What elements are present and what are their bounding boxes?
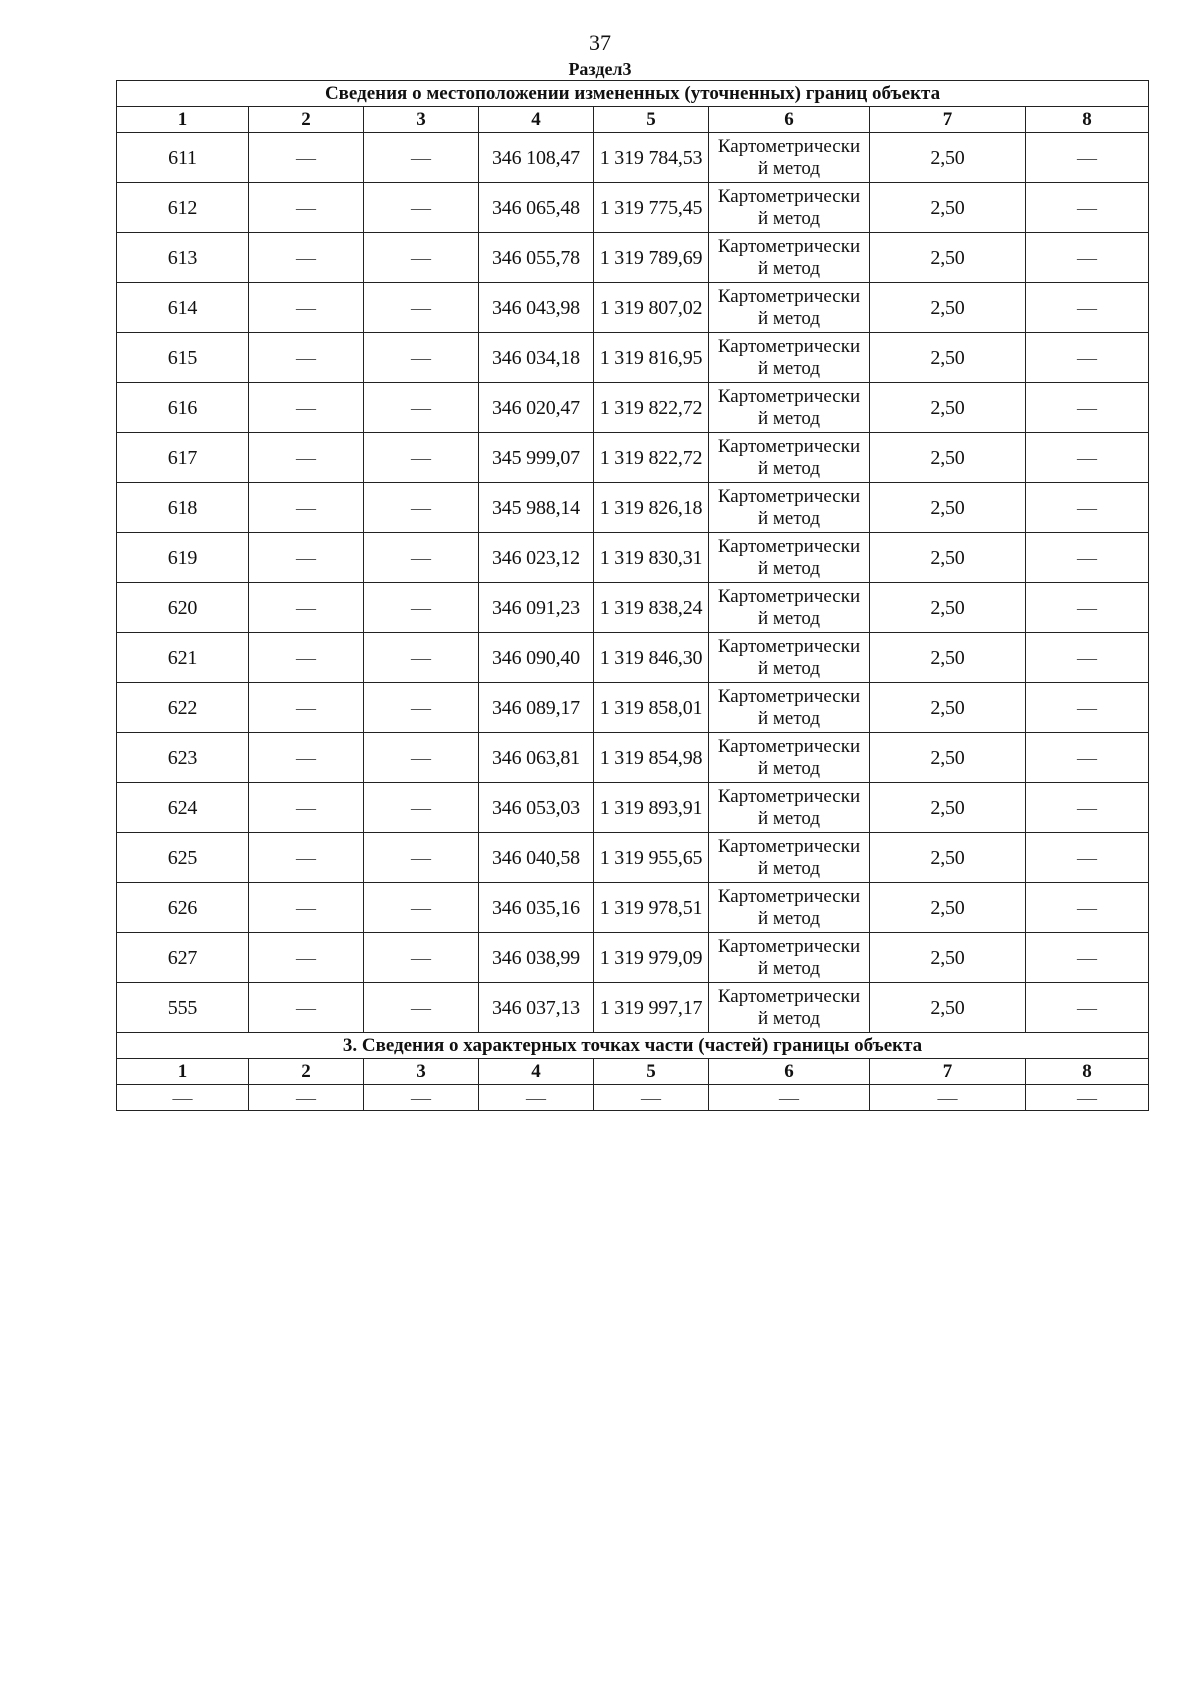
- col3-cell: —: [364, 233, 479, 283]
- method-cell: [709, 183, 870, 233]
- col8-cell: —: [1026, 233, 1149, 283]
- col3-cell: —: [364, 633, 479, 683]
- method-line-1: Картометрически: [717, 985, 861, 1007]
- method-line-1: Картометрически: [717, 835, 861, 857]
- method-line-1: Картометрически: [717, 485, 861, 507]
- y-coordinate-cell: 1 319 822,72: [594, 433, 709, 483]
- method-cell: [709, 783, 870, 833]
- subsection-empty-cell: —: [709, 1085, 870, 1111]
- col3-cell: —: [364, 933, 479, 983]
- subsection-empty-row: [117, 1085, 1149, 1111]
- x-coordinate-cell: 346 089,17: [479, 683, 594, 733]
- subsection-header-cell: 5: [594, 1059, 709, 1085]
- col2-cell: —: [249, 483, 364, 533]
- accuracy-cell: 2,50: [870, 883, 1026, 933]
- col3-cell: —: [364, 983, 479, 1033]
- x-coordinate-cell: 346 090,40: [479, 633, 594, 683]
- method-cell: [709, 883, 870, 933]
- method-line-1: Картометрически: [717, 535, 861, 557]
- method-line-2: й метод: [757, 807, 821, 829]
- x-coordinate-cell: 346 037,13: [479, 983, 594, 1033]
- method-cell: [709, 933, 870, 983]
- subsection-header-cell: 8: [1026, 1059, 1149, 1085]
- col2-cell: —: [249, 383, 364, 433]
- method-line-1: Картометрически: [717, 135, 861, 157]
- point-number-cell: 622: [117, 683, 249, 733]
- col2-cell: —: [249, 333, 364, 383]
- method-cell: [709, 383, 870, 433]
- point-number-cell: 625: [117, 833, 249, 883]
- method-line-1: Картометрически: [717, 735, 861, 757]
- method-cell: [709, 333, 870, 383]
- subsection-title-row: [117, 1033, 1149, 1059]
- accuracy-cell: 2,50: [870, 533, 1026, 583]
- point-number-cell: 614: [117, 283, 249, 333]
- method-line-1: Картометрически: [717, 385, 861, 407]
- table-row: [117, 683, 1149, 733]
- accuracy-cell: 2,50: [870, 333, 1026, 383]
- subsection-empty-cell: —: [249, 1085, 364, 1111]
- y-coordinate-cell: 1 319 978,51: [594, 883, 709, 933]
- col8-cell: —: [1026, 383, 1149, 433]
- col2-cell: —: [249, 133, 364, 183]
- table-title-row: [117, 81, 1149, 107]
- method-cell: [709, 133, 870, 183]
- table-row: [117, 883, 1149, 933]
- method-line-2: й метод: [757, 957, 821, 979]
- col8-cell: —: [1026, 783, 1149, 833]
- x-coordinate-cell: 346 091,23: [479, 583, 594, 633]
- table-row: [117, 233, 1149, 283]
- y-coordinate-cell: 1 319 997,17: [594, 983, 709, 1033]
- col8-cell: —: [1026, 183, 1149, 233]
- x-coordinate-cell: 346 034,18: [479, 333, 594, 383]
- col8-cell: —: [1026, 933, 1149, 983]
- point-number-cell: 613: [117, 233, 249, 283]
- subsection-title: 3. Сведения о характерных точках части (частей) границы объекта: [117, 1033, 1149, 1059]
- page-number: 37: [589, 30, 611, 55]
- header-cell: 4: [479, 107, 594, 133]
- x-coordinate-cell: 346 055,78: [479, 233, 594, 283]
- x-coordinate-cell: 346 043,98: [479, 283, 594, 333]
- col2-cell: —: [249, 583, 364, 633]
- col3-cell: —: [364, 283, 479, 333]
- col2-cell: —: [249, 433, 364, 483]
- x-coordinate-cell: 346 065,48: [479, 183, 594, 233]
- accuracy-cell: 2,50: [870, 283, 1026, 333]
- col8-cell: —: [1026, 883, 1149, 933]
- x-coordinate-cell: 346 035,16: [479, 883, 594, 933]
- header-cell: 6: [709, 107, 870, 133]
- x-coordinate-cell: 346 053,03: [479, 783, 594, 833]
- col2-cell: —: [249, 733, 364, 783]
- method-line-1: Картометрически: [717, 285, 861, 307]
- table-row: [117, 933, 1149, 983]
- col8-cell: —: [1026, 833, 1149, 883]
- subsection-header-cell: 1: [117, 1059, 249, 1085]
- col2-cell: —: [249, 883, 364, 933]
- table-row: [117, 733, 1149, 783]
- x-coordinate-cell: 346 040,58: [479, 833, 594, 883]
- table-row: [117, 633, 1149, 683]
- table-row: [117, 183, 1149, 233]
- accuracy-cell: 2,50: [870, 733, 1026, 783]
- col8-cell: —: [1026, 483, 1149, 533]
- y-coordinate-cell: 1 319 893,91: [594, 783, 709, 833]
- point-number-cell: 620: [117, 583, 249, 633]
- col3-cell: —: [364, 583, 479, 633]
- subsection-empty-cell: —: [364, 1085, 479, 1111]
- col8-cell: —: [1026, 283, 1149, 333]
- y-coordinate-cell: 1 319 979,09: [594, 933, 709, 983]
- table-row: [117, 283, 1149, 333]
- point-number-cell: 615: [117, 333, 249, 383]
- method-line-1: Картометрически: [717, 785, 861, 807]
- subsection-header-cell: 7: [870, 1059, 1026, 1085]
- method-line-2: й метод: [757, 357, 821, 379]
- point-number-cell: 617: [117, 433, 249, 483]
- table-row: [117, 533, 1149, 583]
- accuracy-cell: 2,50: [870, 133, 1026, 183]
- header-cell: 5: [594, 107, 709, 133]
- subsection-empty-cell: —: [870, 1085, 1026, 1111]
- col3-cell: —: [364, 133, 479, 183]
- y-coordinate-cell: 1 319 816,95: [594, 333, 709, 383]
- method-cell: [709, 583, 870, 633]
- x-coordinate-cell: 346 038,99: [479, 933, 594, 983]
- accuracy-cell: 2,50: [870, 233, 1026, 283]
- method-line-2: й метод: [757, 307, 821, 329]
- col2-cell: —: [249, 983, 364, 1033]
- method-line-2: й метод: [757, 257, 821, 279]
- col8-cell: —: [1026, 733, 1149, 783]
- col2-cell: —: [249, 183, 364, 233]
- subsection-header-cell: 3: [364, 1059, 479, 1085]
- method-line-2: й метод: [757, 657, 821, 679]
- method-line-2: й метод: [757, 157, 821, 179]
- method-line-2: й метод: [757, 407, 821, 429]
- subsection-header-row: [117, 1059, 1149, 1085]
- method-cell: [709, 433, 870, 483]
- col2-cell: —: [249, 633, 364, 683]
- method-cell: [709, 483, 870, 533]
- accuracy-cell: 2,50: [870, 833, 1026, 883]
- y-coordinate-cell: 1 319 822,72: [594, 383, 709, 433]
- method-cell: [709, 733, 870, 783]
- method-line-1: Картометрически: [717, 235, 861, 257]
- method-line-2: й метод: [757, 207, 821, 229]
- method-cell: [709, 683, 870, 733]
- col2-cell: —: [249, 783, 364, 833]
- col2-cell: —: [249, 533, 364, 583]
- col8-cell: —: [1026, 583, 1149, 633]
- subsection-header-cell: 6: [709, 1059, 870, 1085]
- point-number-cell: 627: [117, 933, 249, 983]
- header-cell: 7: [870, 107, 1026, 133]
- y-coordinate-cell: 1 319 830,31: [594, 533, 709, 583]
- col2-cell: —: [249, 233, 364, 283]
- y-coordinate-cell: 1 319 775,45: [594, 183, 709, 233]
- point-number-cell: 612: [117, 183, 249, 233]
- subsection-header-cell: 2: [249, 1059, 364, 1085]
- method-line-1: Картометрически: [717, 435, 861, 457]
- col3-cell: —: [364, 783, 479, 833]
- method-line-2: й метод: [757, 757, 821, 779]
- subsection-empty-cell: —: [1026, 1085, 1149, 1111]
- x-coordinate-cell: 346 108,47: [479, 133, 594, 183]
- table-header-row: [117, 107, 1149, 133]
- point-number-cell: 626: [117, 883, 249, 933]
- table-row: [117, 583, 1149, 633]
- method-line-2: й метод: [757, 1007, 821, 1029]
- accuracy-cell: 2,50: [870, 983, 1026, 1033]
- point-number-cell: 618: [117, 483, 249, 533]
- method-line-1: Картометрически: [717, 885, 861, 907]
- method-line-2: й метод: [757, 457, 821, 479]
- section-label: Раздел3: [568, 59, 632, 79]
- x-coordinate-cell: 346 023,12: [479, 533, 594, 583]
- col3-cell: —: [364, 483, 479, 533]
- accuracy-cell: 2,50: [870, 483, 1026, 533]
- col3-cell: —: [364, 833, 479, 883]
- table-title: Сведения о местоположении измененных (уточненных) границ объекта: [117, 81, 1149, 107]
- col3-cell: —: [364, 883, 479, 933]
- x-coordinate-cell: 346 063,81: [479, 733, 594, 783]
- col8-cell: —: [1026, 983, 1149, 1033]
- col3-cell: —: [364, 333, 479, 383]
- method-cell: [709, 983, 870, 1033]
- accuracy-cell: 2,50: [870, 383, 1026, 433]
- y-coordinate-cell: 1 319 826,18: [594, 483, 709, 533]
- col3-cell: —: [364, 533, 479, 583]
- accuracy-cell: 2,50: [870, 933, 1026, 983]
- point-number-cell: 623: [117, 733, 249, 783]
- method-line-1: Картометрически: [717, 635, 861, 657]
- accuracy-cell: 2,50: [870, 583, 1026, 633]
- col3-cell: —: [364, 733, 479, 783]
- boundary-points-table: [116, 80, 1149, 1111]
- method-cell: [709, 633, 870, 683]
- method-line-2: й метод: [757, 907, 821, 929]
- method-line-2: й метод: [757, 507, 821, 529]
- col8-cell: —: [1026, 133, 1149, 183]
- x-coordinate-cell: 345 988,14: [479, 483, 594, 533]
- table-row: [117, 333, 1149, 383]
- point-number-cell: 555: [117, 983, 249, 1033]
- y-coordinate-cell: 1 319 846,30: [594, 633, 709, 683]
- method-line-2: й метод: [757, 607, 821, 629]
- subsection-empty-cell: —: [117, 1085, 249, 1111]
- y-coordinate-cell: 1 319 807,02: [594, 283, 709, 333]
- method-cell: [709, 233, 870, 283]
- subsection-header-cell: 4: [479, 1059, 594, 1085]
- y-coordinate-cell: 1 319 858,01: [594, 683, 709, 733]
- point-number-cell: 619: [117, 533, 249, 583]
- point-number-cell: 616: [117, 383, 249, 433]
- method-cell: [709, 283, 870, 333]
- table-row: [117, 433, 1149, 483]
- table-row: [117, 483, 1149, 533]
- x-coordinate-cell: 345 999,07: [479, 433, 594, 483]
- col8-cell: —: [1026, 533, 1149, 583]
- col2-cell: —: [249, 933, 364, 983]
- subsection-empty-cell: —: [594, 1085, 709, 1111]
- accuracy-cell: 2,50: [870, 683, 1026, 733]
- table-row: [117, 833, 1149, 883]
- col3-cell: —: [364, 183, 479, 233]
- y-coordinate-cell: 1 319 789,69: [594, 233, 709, 283]
- method-line-2: й метод: [757, 857, 821, 879]
- col3-cell: —: [364, 383, 479, 433]
- y-coordinate-cell: 1 319 838,24: [594, 583, 709, 633]
- subsection-empty-cell: —: [479, 1085, 594, 1111]
- table-row: [117, 783, 1149, 833]
- method-cell: [709, 833, 870, 883]
- col8-cell: —: [1026, 333, 1149, 383]
- method-line-1: Картометрически: [717, 935, 861, 957]
- point-number-cell: 621: [117, 633, 249, 683]
- col3-cell: —: [364, 683, 479, 733]
- header-cell: 1: [117, 107, 249, 133]
- method-line-2: й метод: [757, 707, 821, 729]
- accuracy-cell: 2,50: [870, 433, 1026, 483]
- col2-cell: —: [249, 833, 364, 883]
- method-line-1: Картометрически: [717, 585, 861, 607]
- col3-cell: —: [364, 433, 479, 483]
- accuracy-cell: 2,50: [870, 783, 1026, 833]
- col8-cell: —: [1026, 633, 1149, 683]
- table-row: [117, 133, 1149, 183]
- method-line-1: Картометрически: [717, 335, 861, 357]
- header-cell: 3: [364, 107, 479, 133]
- method-line-2: й метод: [757, 557, 821, 579]
- col8-cell: —: [1026, 683, 1149, 733]
- y-coordinate-cell: 1 319 955,65: [594, 833, 709, 883]
- point-number-cell: 611: [117, 133, 249, 183]
- col2-cell: —: [249, 683, 364, 733]
- table-row: [117, 383, 1149, 433]
- x-coordinate-cell: 346 020,47: [479, 383, 594, 433]
- point-number-cell: 624: [117, 783, 249, 833]
- accuracy-cell: 2,50: [870, 633, 1026, 683]
- method-line-1: Картометрически: [717, 185, 861, 207]
- method-cell: [709, 533, 870, 583]
- col8-cell: —: [1026, 433, 1149, 483]
- y-coordinate-cell: 1 319 854,98: [594, 733, 709, 783]
- header-cell: 2: [249, 107, 364, 133]
- accuracy-cell: 2,50: [870, 183, 1026, 233]
- method-line-1: Картометрически: [717, 685, 861, 707]
- y-coordinate-cell: 1 319 784,53: [594, 133, 709, 183]
- col2-cell: —: [249, 283, 364, 333]
- header-cell: 8: [1026, 107, 1149, 133]
- table-row: [117, 983, 1149, 1033]
